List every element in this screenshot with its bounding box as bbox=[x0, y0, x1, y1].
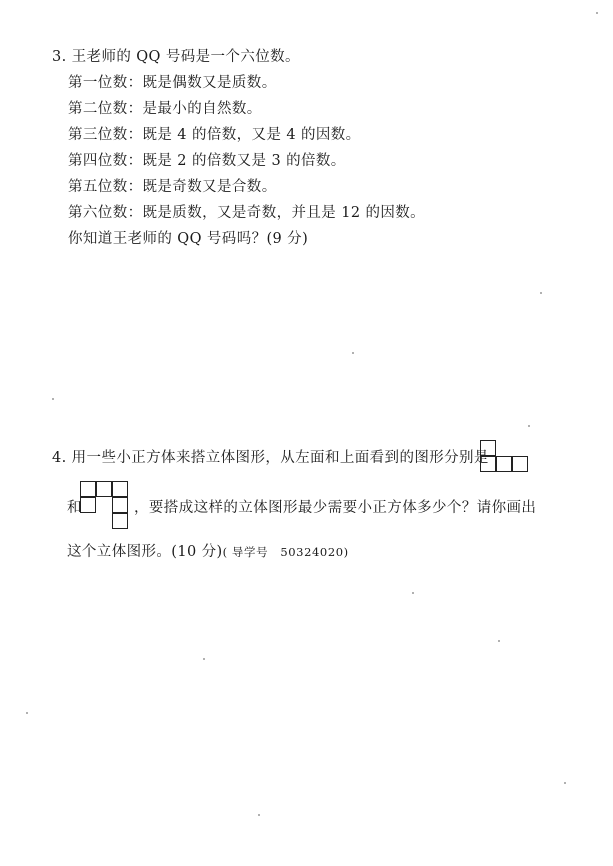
top-view-cell-3 bbox=[112, 481, 128, 497]
top-view-cell-6 bbox=[112, 513, 128, 529]
left-view-cell-bottom-2 bbox=[496, 456, 512, 472]
top-view-cell-2 bbox=[96, 481, 112, 497]
scan-speck bbox=[564, 782, 566, 784]
top-view-cell-4 bbox=[80, 497, 96, 513]
top-view-cell-1 bbox=[80, 481, 96, 497]
scan-speck bbox=[540, 292, 542, 294]
question-4-line-3 bbox=[67, 543, 349, 561]
left-view-cell-top bbox=[480, 440, 496, 456]
scan-speck bbox=[203, 658, 205, 660]
question-3-prompt: 你知道王老师的 QQ 号码吗？(9 分) bbox=[68, 231, 309, 247]
left-view-figure bbox=[478, 440, 530, 474]
left-view-cell-bottom-3 bbox=[512, 456, 528, 472]
question-4-line-1: 4. 用一些小正方体来搭立体图形，从左面和上面看到的图形分别是 bbox=[52, 450, 489, 466]
question-4-connector: 和 bbox=[67, 500, 82, 516]
scan-speck bbox=[498, 640, 500, 642]
question-3-digit-6: 第六位数：既是质数，又是奇数，并且是 12 的因数。 bbox=[68, 205, 426, 221]
top-view-figure bbox=[80, 481, 130, 531]
question-4-reference-number: ( 导学号 50324020) bbox=[222, 545, 349, 559]
scan-speck bbox=[26, 712, 28, 714]
question-3-title: 3. 王老师的 QQ 号码是一个六位数。 bbox=[52, 49, 300, 65]
question-3-digit-4: 第四位数：既是 2 的倍数又是 3 的倍数。 bbox=[68, 153, 346, 169]
scan-speck bbox=[258, 814, 260, 816]
question-4-line-3-main: 这个立体图形。(10 分) bbox=[67, 544, 223, 560]
question-3-digit-3: 第三位数：既是 4 的倍数，又是 4 的因数。 bbox=[68, 127, 361, 143]
left-view-cell-bottom-1 bbox=[480, 456, 496, 472]
scan-speck bbox=[52, 398, 54, 400]
question-3-digit-1: 第一位数：既是偶数又是质数。 bbox=[68, 75, 277, 91]
scan-speck bbox=[352, 352, 354, 354]
question-4-line-2: ，要搭成这样的立体图形最少需要小正方体多少个？请你画出 bbox=[134, 500, 537, 516]
question-3-digit-2: 第二位数：是最小的自然数。 bbox=[68, 101, 262, 117]
scan-speck bbox=[412, 592, 414, 594]
top-view-cell-5 bbox=[112, 497, 128, 513]
scan-speck bbox=[596, 12, 598, 14]
scan-speck bbox=[528, 425, 530, 427]
question-3-digit-5: 第五位数：既是奇数又是合数。 bbox=[68, 179, 277, 195]
